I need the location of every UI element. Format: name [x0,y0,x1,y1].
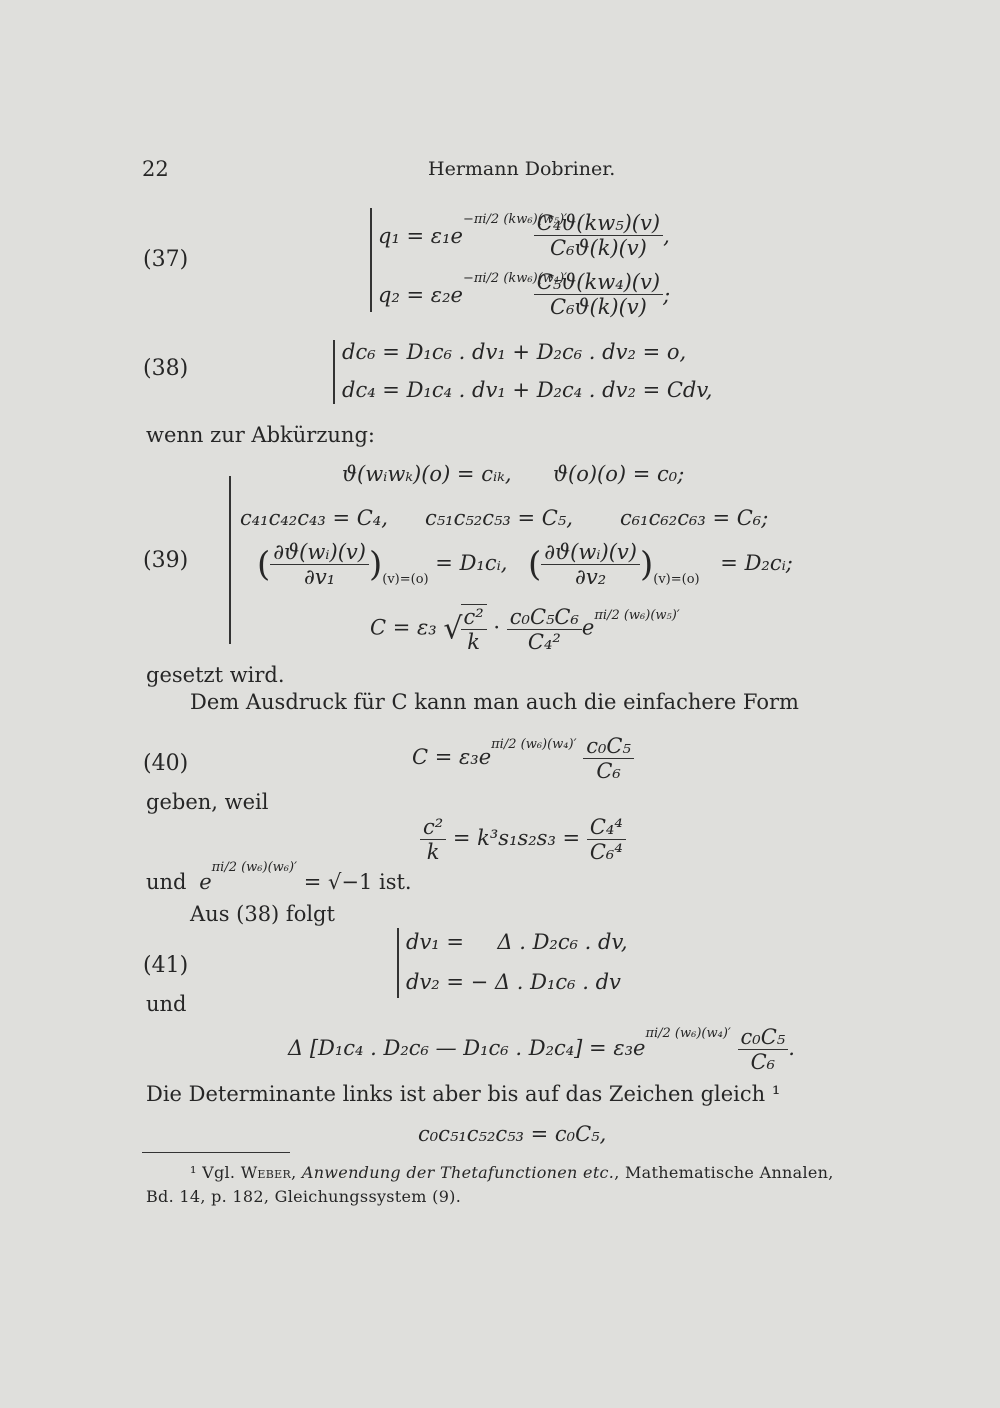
text-abkuerzung: wenn zur Abkürzung: [146,423,375,447]
eq37-line2-lhs: q₂ = ε₂e [378,283,463,307]
footnote-rule [142,1152,290,1153]
eq-weil: $\frac{\text{c²}}{k}$ = k³s₁s₂s₃ = $\frac{\text{C₄⁴}}{\text{C₆⁴}}$ [420,815,626,864]
eq39-r3b: ( $\frac{\text{∂ϑ(wᵢ)(v)}}{\text{∂v₂}}$ )$_{(v)=(o)}$ = D₂cᵢ; [528,540,793,589]
eq37-line1-lhs: q₁ = ε₁e [378,224,463,248]
eq39-r1b: ϑ(o)(o) = c₀; [553,462,685,486]
eq-last: c₀c₅₁c₅₂c₅₃ = c₀C₅, [418,1122,607,1146]
eq38-line1: dc₆ = D₁c₆ . dv₁ + D₂c₆ . dv₂ = o, [342,340,687,364]
eq41-brace [397,928,399,998]
footnote-line1: ¹ Vgl. Weber, Anwendung der Thetafunctionen etc., Mathematische Annalen, [190,1163,834,1182]
eq37-line1-frac: $\frac{\text{C₄ϑ(kw₅)(v)}}{\text{C₆ϑ(k)(v)}}$ [534,211,663,260]
eq39-r4: C = ε₃ √ $\frac{\text{c²}}{k}$ · $\frac{\text{c₀C₅C₆}}{\text{C₄²}}$ $e^{\pi i/2 (w_6)(w_5)'}$ [370,604,680,654]
eq39-r2b: c₅₁c₅₂c₅₃ = C₅, [425,506,573,530]
eq37-line1-exp: −πi/2 (kw₆)(w₅)′ [462,212,568,227]
running-head: Hermann Dobriner. [428,158,616,180]
eq41-label: (41) [143,953,189,978]
text-dem-ausdruck: Dem Ausdruck für C kann man auch die einfachere Form [190,690,799,714]
eq39-r1a: ϑ(wᵢwₖ)(o) = cᵢₖ, [342,462,512,486]
eq38-label: (38) [143,356,189,381]
eq41-line1: dv₁ = Δ . D₂c₆ . dv, [406,930,628,954]
text-geben: geben, weil [146,790,269,814]
eq38-line2: dc₄ = D₁c₄ . dv₁ + D₂c₄ . dv₂ = Cdv, [342,378,713,402]
eq39-label: (39) [143,548,189,573]
text-determinante: Die Determinante links ist aber bis auf das Zeichen gleich ¹ [146,1082,781,1106]
eq40-label: (40) [143,751,189,776]
eq37-brace [370,208,372,312]
eq37-line2-frac: $\frac{\text{C₅ϑ(kw₄)(v)}}{\text{C₆ϑ(k)(v)}}$ [534,270,663,319]
eq-delta: Δ [D₁c₄ . D₂c₆ — D₁c₆ . $D_2c_4] = \varepsilon_3e^{\pi i/2 (w_6)(w_4)'}$ $\frac{\text{c₀C₅}}{\text{C₆}}$ . [288,1025,795,1074]
text-aus: Aus (38) folgt [190,902,335,926]
eq37-line2-exp: −πi/2 (kw₆)(w₄)′ [462,271,568,286]
text-und-1: und $e^{\pi i/2 (w_6)(w_6)'} = √-1$ ist. [146,860,412,894]
text-und-2: und [146,992,187,1016]
eq40: $C = \varepsilon_3e^{\pi i/2 (w_6)(w_4)'}$ $\frac{\text{c₀C₅}}{\text{C₆}}$ [412,734,634,783]
eq39-r2a: c₄₁c₄₂c₄₃ = C₄, [240,506,388,530]
eq39-brace [229,476,231,644]
eq38-brace [333,340,335,404]
eq41-line2: dv₂ = − Δ . D₁c₆ . dv [406,970,621,994]
page-number: 22 [142,157,169,181]
eq39-r2c: c₆₁c₆₂c₆₃ = C₆; [620,506,769,530]
eq37-line2: $q_2 = \varepsilon_2e^{-\pi i/2 (kw_6)(w_4)'}$ $\frac{\text{C₅ϑ(kw₄)(v)}}{\text{C₆ϑ(k)(v)}}$ ; [378,270,671,319]
text-gesetzt: gesetzt wird. [146,663,285,687]
eq37-label: (37) [143,247,189,272]
eq37-line1: $q_1 = \varepsilon_1e^{-\pi i/2 (kw_6)(w_5)'}$ $\frac{\text{C₄ϑ(kw₅)(v)}}{\text{C₆ϑ(k)(v)}}$ , [378,211,670,260]
eq39-r3a: ( $\frac{\text{∂ϑ(wᵢ)(v)}}{\text{∂v₁}}$ )$_{(v)=(o)}$ = D₁cᵢ, [257,540,508,589]
footnote-line2: Bd. 14, p. 182, Gleichungssystem (9). [146,1187,462,1206]
